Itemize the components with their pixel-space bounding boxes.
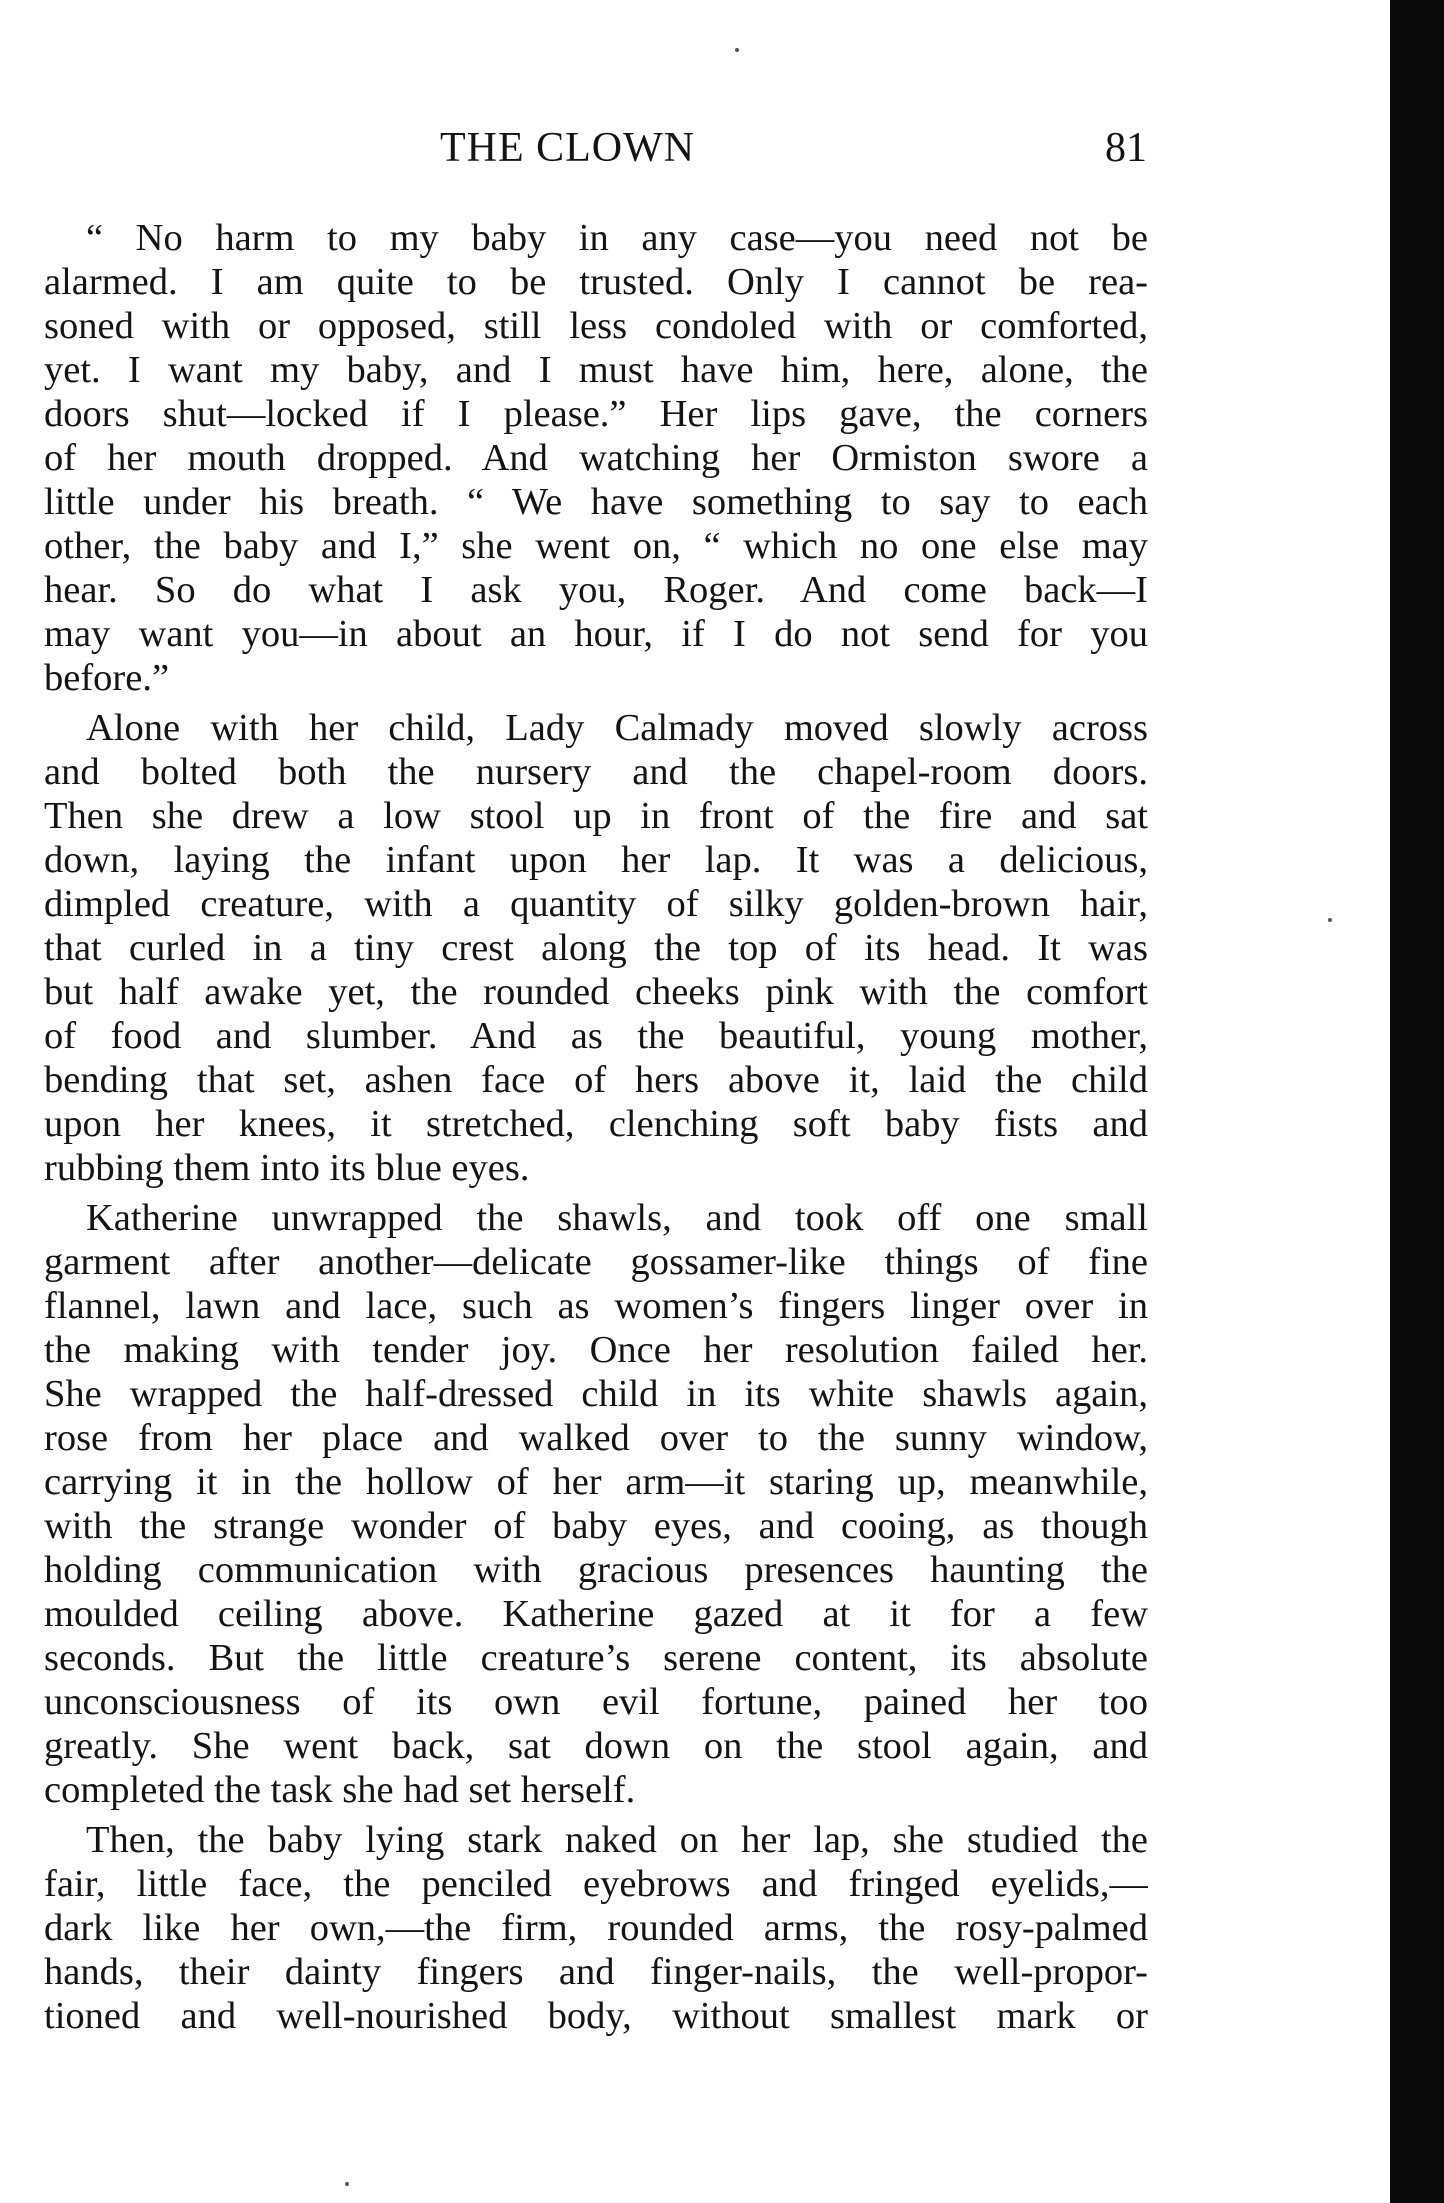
page-number: 81 — [1105, 125, 1147, 171]
text-line: seconds. But the little creature’s serene content, its absolute — [44, 1637, 1148, 1679]
text-line: doors shut—locked if I please.” Her lips gave, the corners — [44, 393, 1148, 435]
text-line: the making with tender joy. Once her resolution failed her. — [44, 1329, 1148, 1371]
text-line: tioned and well-nourished body, without smallest mark or — [44, 1995, 1148, 2037]
text-line: dark like her own,—the firm, rounded arms, the rosy-palmed — [44, 1907, 1148, 1949]
text-line: other, the baby and I,” she went on, “ which no one else may — [44, 525, 1148, 567]
text-line: completed the task she had set herself. — [44, 1769, 636, 1811]
text-line: upon her knees, it stretched, clenching soft baby fists and — [44, 1103, 1148, 1145]
text-line: alarmed. I am quite to be trusted. Only I cannot be rea- — [44, 261, 1148, 303]
text-line: that curled in a tiny crest along the top of its head. It was — [44, 927, 1148, 969]
text-line: may want you—in about an hour, if I do not send for you — [44, 613, 1148, 655]
text-line: garment after another—delicate gossamer-like things of fine — [44, 1241, 1148, 1283]
text-line: rubbing them into its blue eyes. — [44, 1147, 530, 1189]
text-line: Alone with her child, Lady Calmady moved slowly across — [86, 707, 1148, 749]
text-line: Katherine unwrapped the shawls, and took off one small — [86, 1197, 1148, 1239]
text-line: hands, their dainty fingers and finger-nails, the well-propor- — [44, 1951, 1148, 1993]
text-line: down, laying the infant upon her lap. It was a delicious, — [44, 839, 1148, 881]
text-line: with the strange wonder of baby eyes, and cooing, as though — [44, 1505, 1148, 1547]
text-line: dimpled creature, with a quantity of silky golden-brown hair, — [44, 883, 1148, 925]
text-line: greatly. She went back, sat down on the stool again, and — [44, 1725, 1148, 1767]
text-line: and bolted both the nursery and the chapel-room doors. — [44, 751, 1148, 793]
running-head: THE CLOWN — [440, 125, 696, 171]
text-line: holding communication with gracious presences haunting the — [44, 1549, 1148, 1591]
text-line: “ No harm to my baby in any case—you need not be — [86, 217, 1148, 259]
text-line: Then she drew a low stool up in front of the fire and sat — [44, 795, 1148, 837]
text-line: before.” — [44, 657, 170, 699]
scan-speck — [1328, 918, 1332, 922]
text-line: but half awake yet, the rounded cheeks pink with the comfort — [44, 971, 1148, 1013]
text-line: rose from her place and walked over to the sunny window, — [44, 1417, 1148, 1459]
text-line: of her mouth dropped. And watching her Ormiston swore a — [44, 437, 1148, 479]
text-line: moulded ceiling above. Katherine gazed at it for a few — [44, 1593, 1148, 1635]
text-line: flannel, lawn and lace, such as women’s fingers linger over in — [44, 1285, 1148, 1327]
text-line: soned with or opposed, still less condoled with or comforted, — [44, 305, 1148, 347]
text-line: little under his breath. “ We have something to say to each — [44, 481, 1148, 523]
text-line: hear. So do what I ask you, Roger. And come back—I — [44, 569, 1148, 611]
paragraph — [44, 1196, 1148, 1812]
scan-speck — [345, 2182, 349, 2186]
text-line: fair, little face, the penciled eyebrows and fringed eyelids,— — [44, 1863, 1148, 1905]
body-text — [44, 216, 1148, 2038]
text-line: bending that set, ashen face of hers above it, laid the child — [44, 1059, 1148, 1101]
text-line: yet. I want my baby, and I must have him, here, alone, the — [44, 349, 1148, 391]
text-line: Then, the baby lying stark naked on her lap, she studied the — [86, 1819, 1148, 1861]
scan-edge-shadow — [1390, 0, 1444, 2203]
paragraph — [44, 706, 1148, 1190]
text-line: carrying it in the hollow of her arm—it staring up, meanwhile, — [44, 1461, 1148, 1503]
text-line: unconsciousness of its own evil fortune, pained her too — [44, 1681, 1148, 1723]
paragraph — [44, 216, 1148, 700]
scan-speck — [735, 48, 739, 52]
text-line: She wrapped the half-dressed child in its white shawls again, — [44, 1373, 1148, 1415]
paragraph — [44, 1818, 1148, 2038]
text-line: of food and slumber. And as the beautiful, young mother, — [44, 1015, 1148, 1057]
